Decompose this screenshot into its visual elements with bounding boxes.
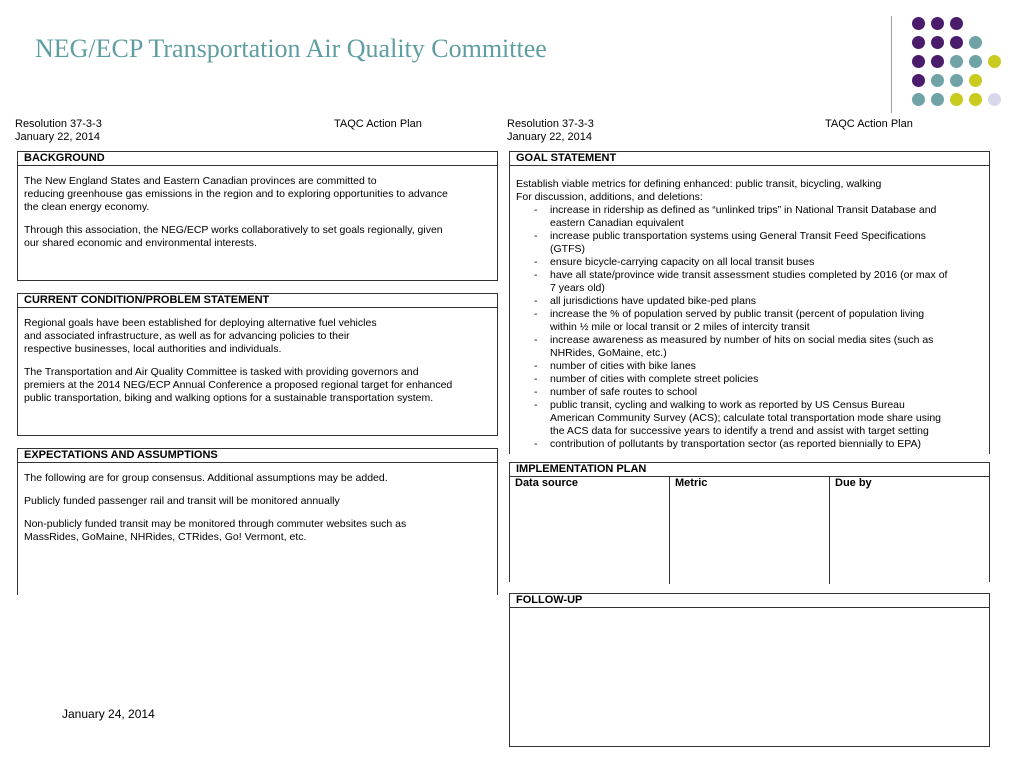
left-resolution: Resolution 37-3-3: [15, 118, 102, 130]
left-doc-header: [15, 118, 495, 144]
expectations-paragraph-3: Non-publicly funded transit may be monitored through commuter websites such as MassRides, GoMaine, NHRides, CTRides, Go! Vermont, etc.: [24, 518, 407, 543]
background-section: [17, 151, 498, 281]
expectations-paragraph-1: The following are for group consensus. Additional assumptions may be added.: [24, 472, 388, 484]
right-doc-header: [507, 118, 987, 144]
left-doc-date: January 22, 2014: [15, 131, 101, 143]
decorative-dot: [950, 55, 963, 68]
background-heading: BACKGROUND: [18, 152, 497, 166]
title-divider: [891, 16, 892, 113]
goal-item: - contribution of pollutants by transportation sector (as reported biennially to EPA): [516, 438, 983, 451]
decorative-dot: [988, 93, 1001, 106]
decorative-dot: [912, 93, 925, 106]
goal-heading: GOAL STATEMENT: [510, 152, 989, 166]
decorative-dot: [912, 36, 925, 49]
decorative-dot: [969, 93, 982, 106]
goal-item: - increase public transportation systems using General Transit Feed Specifications (GTFS): [516, 230, 983, 256]
goal-metrics-list: [516, 204, 983, 451]
decorative-dot: [912, 17, 925, 30]
expectations-heading: EXPECTATIONS AND ASSUMPTIONS: [18, 449, 497, 463]
decorative-dot: [931, 55, 944, 68]
current-condition-heading: CURRENT CONDITION/PROBLEM STATEMENT: [18, 294, 497, 308]
current-condition-paragraph-2: The Transportation and Air Quality Committee is tasked with providing governors and premiers at the 2014 NEG/ECP Annual Conference a proposed regional target for enhanced public transportation, biking and walking options for a sustainable transportation system.: [24, 366, 453, 404]
goal-item: - increase awareness as measured by number of hits on social media sites (such as NHRides, GoMaine, etc.): [516, 334, 983, 360]
decorative-dot: [950, 74, 963, 87]
decorative-dot: [912, 55, 925, 68]
decorative-dot: [988, 55, 1001, 68]
goal-item: - number of safe routes to school: [516, 386, 983, 399]
decorative-dot: [912, 74, 925, 87]
decorative-dot: [931, 93, 944, 106]
goal-item: - all jurisdictions have updated bike-ped plans: [516, 295, 983, 308]
expectations-section: [17, 448, 498, 595]
goal-item: - number of cities with complete street policies: [516, 373, 983, 386]
decorative-dot: [931, 36, 944, 49]
goal-item: - number of cities with bike lanes: [516, 360, 983, 373]
implementation-heading: IMPLEMENTATION PLAN: [510, 463, 989, 477]
background-paragraph-2: Through this association, the NEG/ECP works collaboratively to set goals regionally, given our shared economic and environmental interests.: [24, 224, 443, 249]
background-paragraph-1: The New England States and Eastern Canadian provinces are committed to reducing greenhouse gas emissions in the region and to exploring opportunities to advance the clean energy economy.: [24, 175, 448, 213]
decorative-dot: [969, 55, 982, 68]
expectations-paragraph-2: Publicly funded passenger rail and transit will be monitored annually: [24, 495, 340, 507]
decorative-dot: [950, 93, 963, 106]
goal-statement-section: [509, 151, 990, 454]
footer-date: January 24, 2014: [62, 707, 155, 721]
column-data-source: Data source: [510, 477, 670, 584]
goal-item: - have all state/province wide transit assessment studies completed by 2016 (or max of 7 years old): [516, 269, 983, 295]
current-condition-paragraph-1: Regional goals have been established for deploying alternative fuel vehicles and associated infrastructure, as well as for advancing policies to their respective businesses, local authorities and individuals.: [24, 317, 377, 355]
right-plan-label: TAQC Action Plan: [825, 118, 913, 130]
follow-up-section: [509, 593, 990, 747]
goal-item: - public transit, cycling and walking to work as reported by US Census Bureau American Community Survey (ACS); calculate total transportation mode share using the ACS data for successive years to identify a trend and assist with target setting: [516, 399, 983, 438]
current-condition-section: [17, 293, 498, 436]
column-due-by: Due by: [835, 477, 872, 489]
left-plan-label: TAQC Action Plan: [334, 118, 422, 130]
column-metric: Metric: [670, 477, 830, 584]
decorative-dot: [950, 36, 963, 49]
decorative-dot: [969, 36, 982, 49]
goal-item: - increase the % of population served by public transit (percent of population living within ½ mile or local transit or 2 miles of intercity transit: [516, 308, 983, 334]
right-doc-date: January 22, 2014: [507, 131, 593, 143]
goal-intro-2: For discussion, additions, and deletions:: [516, 191, 703, 203]
goal-item: - increase in ridership as defined as “unlinked trips” in National Transit Database and eastern Canadian equivalent: [516, 204, 983, 230]
decorative-dot: [931, 17, 944, 30]
right-resolution: Resolution 37-3-3: [507, 118, 594, 130]
decorative-dot: [950, 17, 963, 30]
slide-title: NEG/ECP Transportation Air Quality Committee: [35, 34, 547, 63]
decorative-dot: [931, 74, 944, 87]
goal-intro-1: Establish viable metrics for defining enhanced: public transit, bicycling, walking: [516, 178, 882, 190]
decorative-dot: [969, 74, 982, 87]
implementation-plan-section: [509, 462, 990, 582]
follow-up-heading: FOLLOW-UP: [510, 594, 989, 608]
goal-item: - ensure bicycle-carrying capacity on all local transit buses: [516, 256, 983, 269]
implementation-columns: [510, 477, 989, 584]
